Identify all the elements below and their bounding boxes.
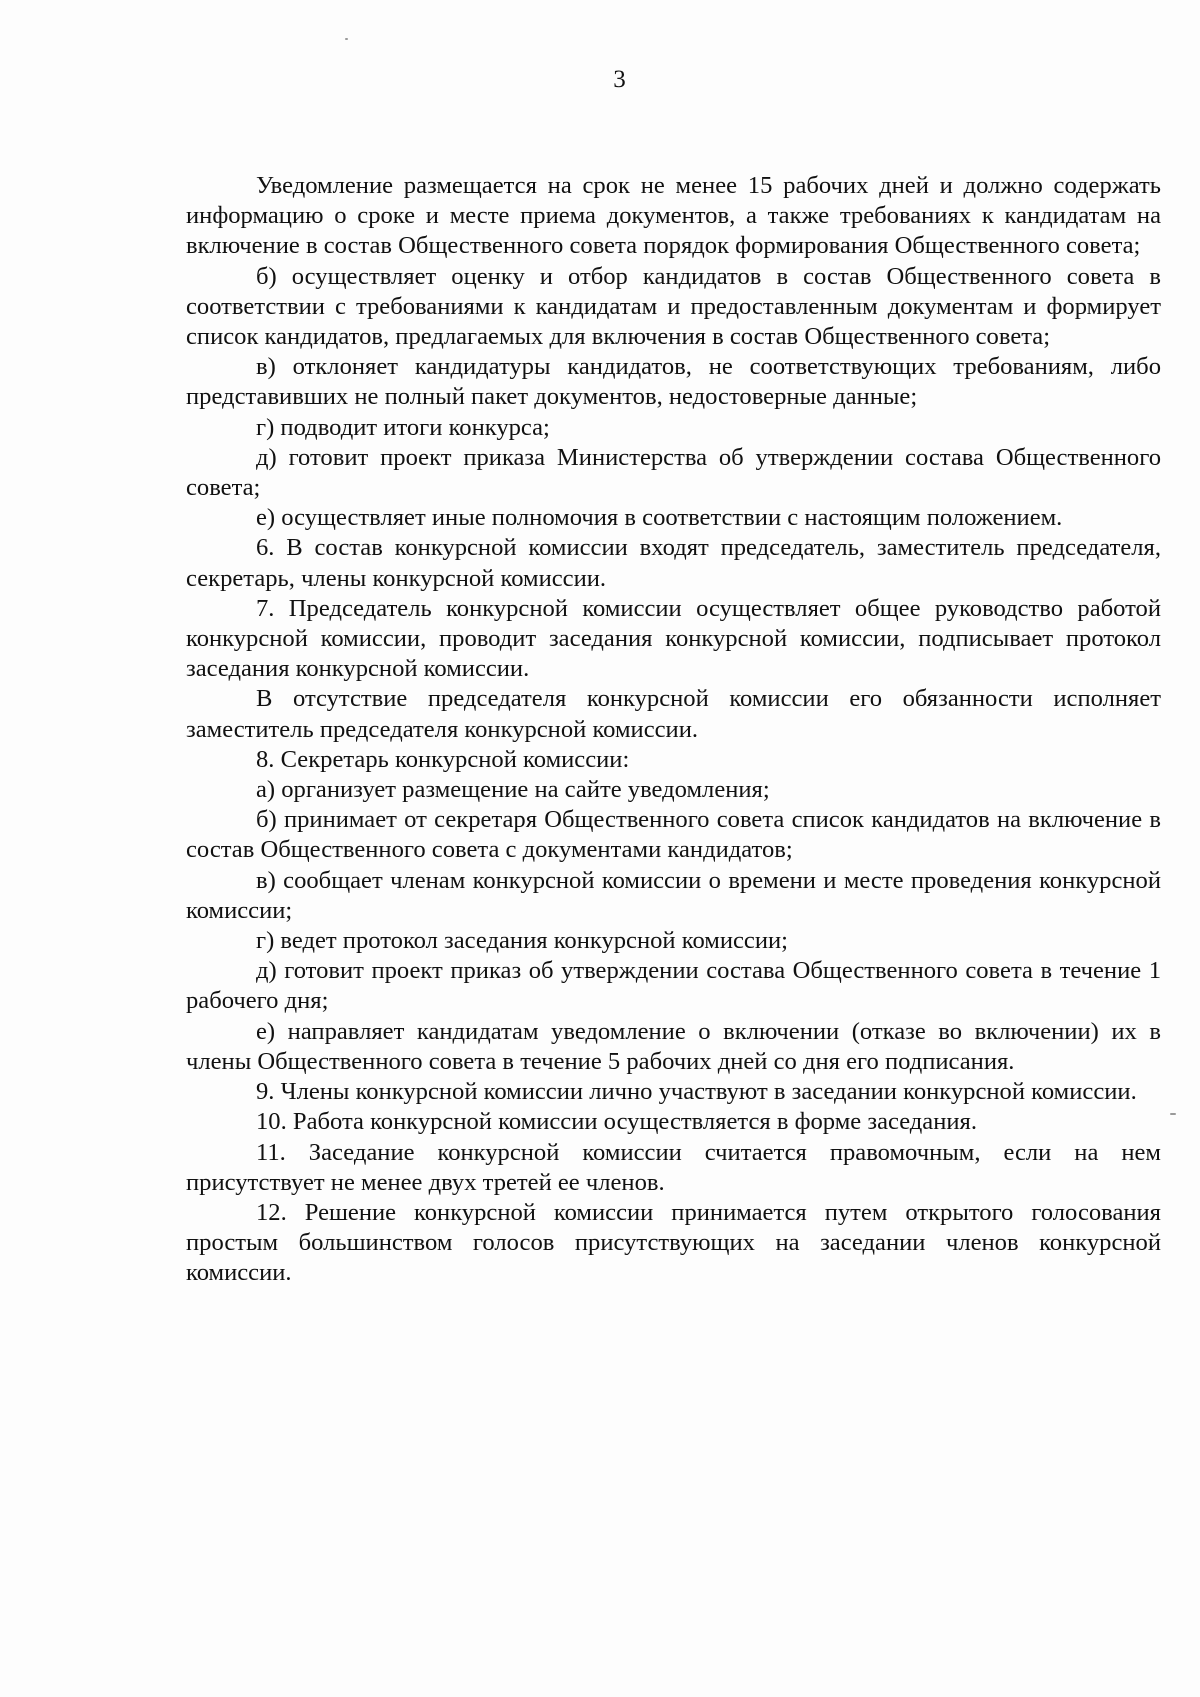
page-number: 3 (613, 66, 627, 93)
paragraph-v-rejection: в) отклоняет кандидатуры кандидатов, не соответствующих требованиям, либо представивших не полный пакет документов, недостоверные данные; (186, 353, 1161, 411)
paragraph-8v: в) сообщает членам конкурсной комиссии о времени и месте проведения конкурсной комиссии; (186, 866, 1161, 924)
document-body (186, 171, 1161, 1289)
paragraph-8-secretary: 8. Секретарь конкурсной комиссии: (256, 745, 630, 773)
paragraph-8b: б) принимает от секретаря Общественного совета список кандидатов на включение в состав Общественного совета с документами кандидатов; (186, 806, 1161, 864)
paragraph-8d: д) готовит проект приказ об утверждении состава Общественного совета в течение 1 рабочего дня; (186, 957, 1161, 1015)
paragraph-6-composition: 6. В состав конкурсной комиссии входят председатель, заместитель председателя, секретарь, члены конкурсной комиссии. (186, 534, 1161, 592)
paragraph-e-other-powers: е) осуществляет иные полномочия в соответствии с настоящим положением. (256, 504, 1063, 532)
paragraph-d-order-draft: д) готовит проект приказа Министерства об утверждении состава Общественного совета; (186, 443, 1161, 502)
paragraph-9-members: 9. Члены конкурсной комиссии лично участвуют в заседании конкурсной комиссии. (256, 1078, 1137, 1106)
paragraph-8a: а) организует размещение на сайте уведомления; (256, 776, 770, 804)
paragraph-10-meeting-form: 10. Работа конкурсной комиссии осуществляется в форме заседания. (256, 1108, 978, 1136)
paragraph-8e: е) направляет кандидатам уведомление о включении (отказе во включении) их в члены Общественного совета в течение 5 рабочих дней со дня его подписания. (186, 1017, 1161, 1075)
paragraph-12-decision: 12. Решение конкурсной комиссии принимается путем открытого голосования простым большинством голосов присутствующих на заседании членов конкурсной комиссии. (186, 1198, 1161, 1287)
paragraph-7-chairman: 7. Председатель конкурсной комиссии осуществляет общее руководство работой конкурсной комиссии, проводит заседания конкурсной комиссии, подписывает протокол заседания конкурсной комиссии. (186, 594, 1161, 683)
paragraph-notice: Уведомление размещается на срок не менее 15 рабочих дней и должно содержать информацию о сроке и месте приема документов, а также требованиях к кандидатам на включение в состав Общественного совета порядок формирования Общественного совета; (186, 172, 1161, 260)
scan-speck (1170, 1113, 1176, 1115)
scan-speck (345, 38, 348, 40)
paragraph-b-evaluation: б) осуществляет оценку и отбор кандидатов в состав Общественного совета в соответствии с требованиями к кандидатам и предоставленным документам и формирует список кандидатов, предлагаемых для включения в состав Общественного совета; (186, 262, 1161, 351)
paragraph-11-quorum: 11. Заседание конкурсной комиссии считается правомочным, если на нем присутствует не менее двух третей ее членов. (186, 1138, 1161, 1196)
paragraph-7-deputy: В отсутствие председателя конкурсной комиссии его обязанности исполняет заместитель председателя конкурсной комиссии. (186, 685, 1161, 743)
paragraph-8g: г) ведет протокол заседания конкурсной комиссии; (256, 927, 788, 955)
paragraph-g-results: г) подводит итоги конкурса; (256, 413, 550, 441)
